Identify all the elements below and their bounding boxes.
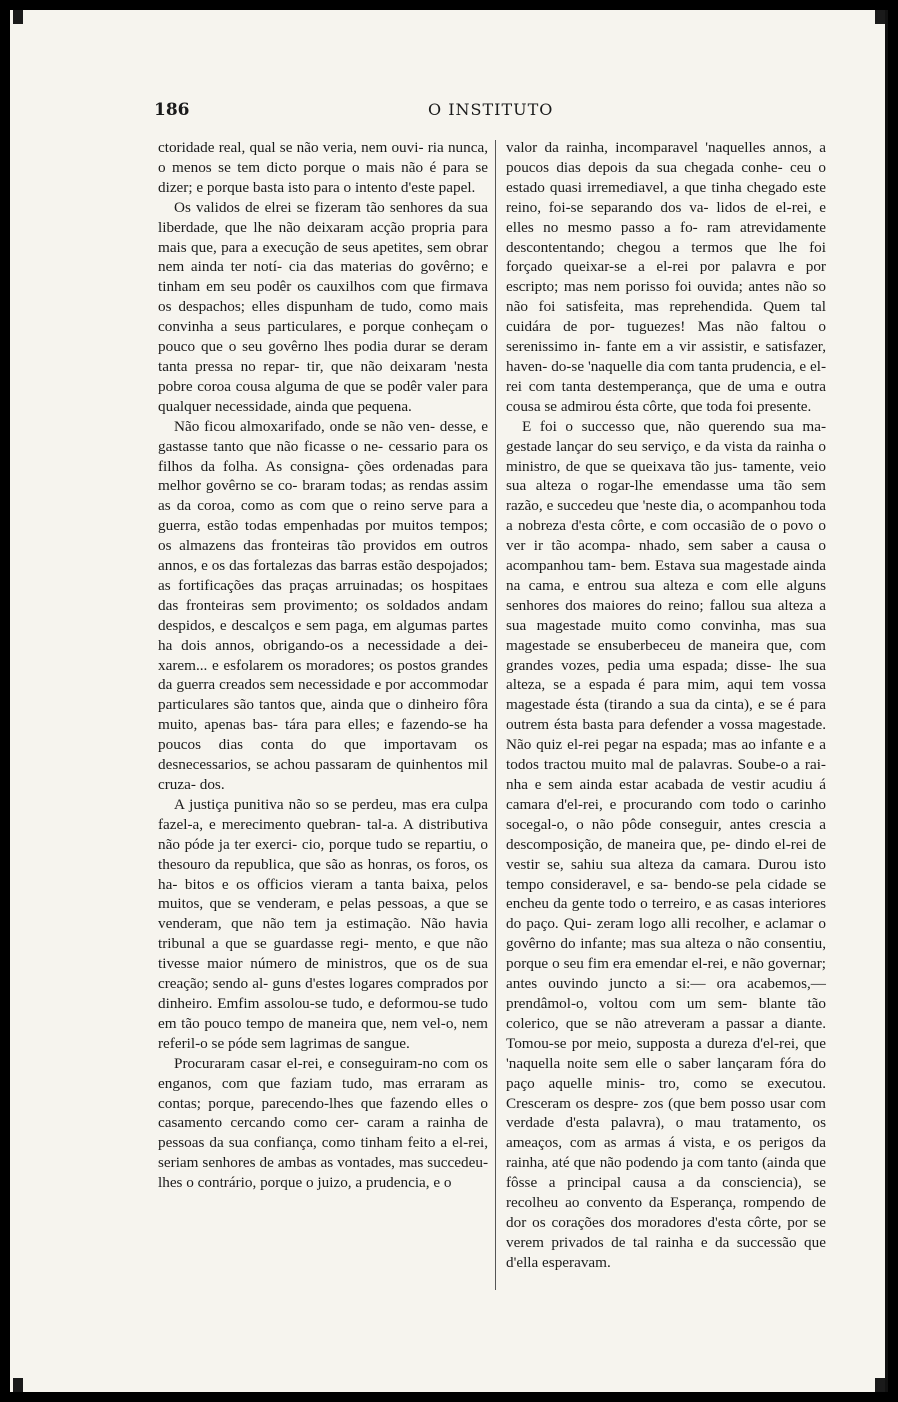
scan-corner-mark [13, 1378, 23, 1392]
paragraph: Os validos de elrei se fizeram tão senhores da sua liberdade, que lhe não deixaram acção propria para mais que, para a execução de seus apetites, sem obrar nem ainda ter notí- cia das materias do govêrno; e tinham em seu podêr os cauxilhos com que firmava os despachos; elles dispunham de tudo, como mais convinha a seus particulares, e porque conheçam o pouco que o seu govêrno lhes podia durar se deram tanta pressa no repar- tir, que não deixaram 'nesta pobre coroa cousa alguma de que se podêr valer para qualquer necessidade, ainda que pequena. [158, 198, 488, 415]
page-number: 186 [154, 100, 190, 120]
page-header [154, 100, 824, 126]
scan-corner-mark [875, 10, 885, 24]
book-page [10, 10, 888, 1392]
scan-corner-mark [875, 1378, 885, 1392]
paragraph: Procuraram casar el-rei, e conseguiram-no com os enganos, com que faziam tudo, mas erraram as contas; porque, parecendo-lhes que fazendo elles o casamento cercando como cer- caram a rainha de pessoas da sua confiança, como tinham feito a el-rei, seriam senhores de ambas as vontades, mas succedeu-lhes o contrário, porque o juizo, a prudencia, e o [158, 1054, 488, 1192]
paragraph: ctoridade real, qual se não veria, nem ouvi- ria nunca, o menos se tem dicto porque o mais não é para se dizer; e porque basta isto para o intento d'este papel. [158, 139, 488, 196]
left-column [158, 138, 488, 1193]
paragraph: valor da rainha, incomparavel 'naquelles annos, a poucos dias depois da sua chegada conhe- ceu o estado quasi irremediavel, a que tinha chegado este reino, foi-se separando dos va- lidos de el-rei, e elles no mesmo passo a fo- ram atrevidamente descontentando; chegou a termos que lhe foi forçado queixar-se a el-rei por palavra e por escripto; mas nem porisso foi ouvida; antes não so não foi satisfeita, mas reprehendida. Quem tal cuidára de por- tuguezes! Mas não faltou o serenissimo in- fante em a vir assistir, e satisfazer, haven- do-se 'naquelle dia com tanta prudencia, e el-rei com tanta destemperança, que de uma e outra cousa se admirou ésta côrte, que toda foi presente. [506, 139, 826, 415]
running-head: O INSTITUTO [428, 100, 554, 119]
paragraph: E foi o successo que, não querendo sua ma- gestade lançar do seu serviço, e da vista da rainha o ministro, de que se queixava tão jus- tamente, veio sua alteza o rogar-lhe emendasse uma tão sem razão, e succedeu que 'neste dia, o acompanhou toda a nobreza d'esta côrte, e com occasião de o povo o ver ir tão acompa- nhado, sem saber a causa o acompanhou tam- bem. Estava sua magestade ainda na cama, e entrou sua alteza e com elle alguns senhores dos maiores do reino; fallou sua alteza a sua magestade muito como convinha, mas sua magestade se ensuberbeceu de maneira que, com grandes vozes, pedia uma espada; disse- lhe sua alteza, se a espada é para mim, aqui tem vossa magestade ésta (tirando a sua da cinta), e se é para outrem ésta basta para defender a vossa magestade. Não quiz el-rei pegar na espada; mas ao infante e a todos tractou muito mal de palavras. Soube-o a rai- nha e sem ainda estar acabada de vestir acudiu á camara d'el-rei, e procurando com todo o carinho socegal-o, o não pôde conseguir, antes crescia a descomposição, de maneira que, pe- dindo el-rei de vestir se, sahiu sua alteza da camara. Durou isto tempo consideravel, e sa- bendo-se pela cidade se encheu da gente todo o terreiro, e as casas interiores do paço. Qui- zeram logo alli recolher, e aclamar o govêrno do infante; mas sua alteza o não consentiu, porque o seu fim era emendar el-rei, e não governar; antes ouvindo juncto a si:— ora acabemos,—prendâmol-o, voltou com um sem- blante tão colerico, que se não atreveram a passar a diante. Tomou-se por meio, supposta a dureza d'el-rei, que 'naquella noite sem elle o saber lançaram fóra do paço aquelle minis- tro, como se executou. Cresceram os despre- zos (que bem posso usar com verdade d'esta palavra), o mau tratamento, os ameaços, com as armas á vista, e os perigos da rainha, até que não podendo ja com tanto (ainda que fôsse a principal causa a da consciencia), se recolheu ao convento da Esperança, rompendo de dor os corações dos moradores d'esta côrte, por se verem privados de tal rainha e da successão que d'ella esperavam. [506, 417, 826, 1271]
paragraph: A justiça punitiva não so se perdeu, mas era culpa fazel-a, e merecimento quebran- tal-a. A distributiva não póde ja ter exerci- cio, porque tudo se repartiu, o thesouro da republica, que são as honras, os foros, os ha- bitos e os officios vieram a tanta baixa, pelos muitos, que se venderam, e pelas pessoas, a que se venderam, que não tem ja estimação. Não havia tribunal a que se guardasse regi- mento, e que não tivesse maior número de ministros, que os de sua creação; sendo al- guns d'estes logares comprados por dinheiro. Emfim assolou-se tudo, e deformou-se tudo em tão pouco tempo de maneira que, nem vel-o, nem referil-o se póde sem lagrimas de sangue. [158, 795, 488, 1052]
column-divider [495, 140, 496, 1290]
paragraph: Não ficou almoxarifado, onde se não ven- desse, e gastasse tanto que não ficasse o ne- cessario para os filhos da folha. As consigna- ções ordenadas para melhor govêrno se co- braram todas; as rendas assim as da coroa, como as com que o reino serve para a guerra, estão todas empenhadas por muitos tempos; os almazens das fronteiras tão providos em outros annos, e os das fortalezas das barras estão despojados; as fortificações das praças arruinadas; os hospitaes das fronteiras sem provimento; os soldados andam despidos, e descalços e sem paga, em algumas partes ha dois annos, obrigando-os a necessidade a dei- xarem... e esfolarem os moradores; os postos grandes da guerra creados sem necessidade e por accommodar particulares são tantos que, ainda que o dinheiro fôra muito, apenas bas- tára para elles; e fazendo-se ha poucos dias conta do que importavam os desnecessarios, se achou passaram de quinhentos mil cruza- dos. [158, 417, 488, 793]
scan-corner-mark [13, 10, 23, 24]
right-column [506, 138, 826, 1273]
